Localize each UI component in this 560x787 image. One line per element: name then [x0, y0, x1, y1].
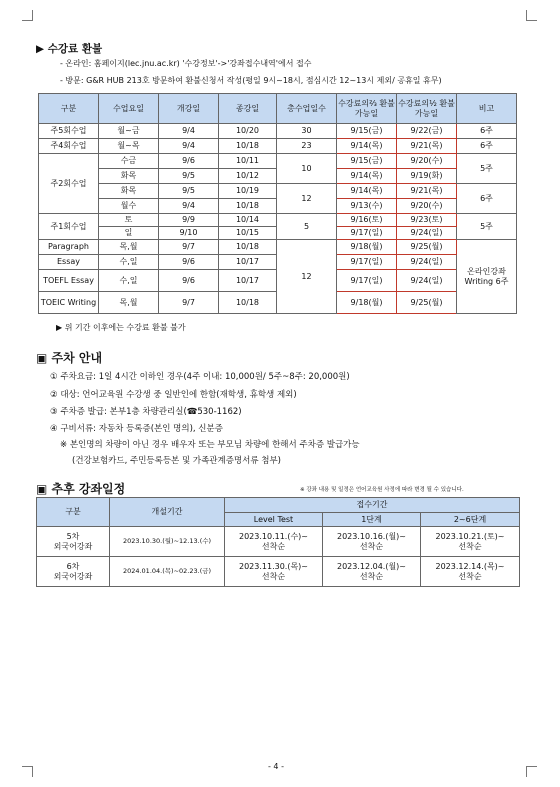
- cell-start: 9/9: [159, 214, 219, 227]
- header-note: 비고: [457, 94, 517, 124]
- cell-cat: 주5회수업: [39, 124, 99, 139]
- cell-note: 5주: [457, 214, 517, 240]
- cell-total: 5: [277, 214, 337, 240]
- cell-r12: 9/21(목): [397, 184, 457, 199]
- cell-cat: 주2회수업: [39, 154, 99, 214]
- cell-step1-sub: 선착순: [359, 541, 384, 551]
- cell-r12: 9/24(일): [397, 270, 457, 292]
- cell-cat-type: 외국어강좌: [53, 541, 93, 551]
- cell-r12: 9/21(목): [397, 139, 457, 154]
- cell-r23: 9/16(토): [337, 214, 397, 227]
- crop-mark-bottom-left: [22, 766, 33, 777]
- cell-cat: 주4회수업: [39, 139, 99, 154]
- cell-end: 10/11: [219, 154, 277, 169]
- cell-start: 9/4: [159, 139, 219, 154]
- cell-cat-round: 5차: [66, 532, 80, 542]
- header-level-test: Level Test: [225, 513, 323, 527]
- cell-end: 10/18: [219, 240, 277, 255]
- cell-step2: [421, 557, 520, 587]
- cell-total: 23: [277, 139, 337, 154]
- table-row: [37, 557, 520, 587]
- cell-note: 6주: [457, 184, 517, 214]
- cell-day: 수금: [99, 154, 159, 169]
- crop-mark-top-right: [526, 10, 537, 21]
- header-cat: 구분: [39, 94, 99, 124]
- cell-note: 6주: [457, 124, 517, 139]
- cell-r12: 9/24(일): [397, 255, 457, 270]
- cell-note: 6주: [457, 139, 517, 154]
- cell-period: 2023.10.30.(월)~12.13.(수): [110, 527, 225, 557]
- cell-r23: 9/15(금): [337, 124, 397, 139]
- cell-cat: TOEIC Writing: [39, 292, 99, 314]
- page-number: - 4 -: [268, 762, 284, 771]
- cell-end: 10/17: [219, 255, 277, 270]
- header-step1: 1단계: [323, 513, 421, 527]
- cell-step2-date: 2023.12.14.(목)~: [435, 562, 505, 572]
- header-apply: 접수기간: [225, 498, 520, 513]
- refund-title: ▶ 수강료 환불: [36, 43, 103, 55]
- cell-r12: 9/25(월): [397, 240, 457, 255]
- cell-note: 온라인강좌 Writing 6주: [457, 240, 517, 314]
- header-period: 개설기간: [110, 498, 225, 527]
- cell-start: 9/4: [159, 124, 219, 139]
- refund-table: [38, 93, 517, 314]
- schedule-title: ▣ 추후 강좌일정: [36, 482, 126, 496]
- schedule-note: ※ 강좌 내용 및 일정은 언어교육원 사정에 따라 변경 될 수 있습니다.: [300, 487, 464, 493]
- cell-start: 9/10: [159, 227, 219, 240]
- crop-mark-top-left: [22, 10, 33, 21]
- cell-r12: 9/20(수): [397, 154, 457, 169]
- cell-cat: 주1회수업: [39, 214, 99, 240]
- parking-item: ④ 구비서류: 자동차 등록증(본인 명의), 신분증: [50, 424, 223, 434]
- table-row: [39, 214, 517, 227]
- cell-r23: 9/14(목): [337, 169, 397, 184]
- header-step2: 2~6단계: [421, 513, 520, 527]
- cell-end: 10/12: [219, 169, 277, 184]
- cell-r12: 9/22(금): [397, 124, 457, 139]
- cell-total: 30: [277, 124, 337, 139]
- cell-level: [225, 557, 323, 587]
- cell-r23: 9/13(수): [337, 199, 397, 214]
- cell-r23: 9/15(금): [337, 154, 397, 169]
- cell-day: 수,일: [99, 255, 159, 270]
- cell-step1: [323, 557, 421, 587]
- cell-end: 10/20: [219, 124, 277, 139]
- cell-end: 10/18: [219, 199, 277, 214]
- cell-cat: [37, 527, 110, 557]
- cell-start: 9/6: [159, 270, 219, 292]
- cell-day: 목,월: [99, 292, 159, 314]
- cell-step1-sub: 선착순: [359, 571, 384, 581]
- schedule-header-row: [37, 498, 520, 513]
- cell-cat: TOEFL Essay: [39, 270, 99, 292]
- cell-step1-date: 2023.10.16.(월)~: [336, 532, 407, 542]
- cell-cat-type: 외국어강좌: [53, 571, 93, 581]
- cell-level-sub: 선착순: [261, 541, 286, 551]
- cell-r23: 9/18(월): [337, 240, 397, 255]
- cell-cat: Essay: [39, 255, 99, 270]
- cell-r23: 9/14(목): [337, 184, 397, 199]
- refund-header-row: [39, 94, 517, 124]
- cell-step2-sub: 선착순: [458, 541, 482, 551]
- cell-day: 화목: [99, 184, 159, 199]
- cell-day: 월수: [99, 199, 159, 214]
- cell-r12: 9/23(토): [397, 214, 457, 227]
- header-total: 총수업일수: [277, 94, 337, 124]
- cell-r12: 9/24(일): [397, 227, 457, 240]
- cell-start: 9/6: [159, 255, 219, 270]
- cell-r12: 9/19(화): [397, 169, 457, 184]
- cell-total: 12: [277, 240, 337, 314]
- cell-total: 12: [277, 184, 337, 214]
- parking-item: ② 대상: 언어교육원 수강생 중 일반인에 한함(재학생, 휴학생 제외): [50, 390, 297, 400]
- parking-title: ▣ 주차 안내: [36, 351, 103, 365]
- table-row: [39, 124, 517, 139]
- cell-r23: 9/14(목): [337, 139, 397, 154]
- cell-end: 10/15: [219, 227, 277, 240]
- parking-item: ① 주차요금: 1일 4시간 이하인 경우(4주 이내: 10,000원/ 5주~8주: 20,000원): [50, 372, 350, 382]
- cell-r12: 9/20(수): [397, 199, 457, 214]
- refund-footnote: ▶ 위 기간 이후에는 수강료 환불 불가: [56, 323, 186, 332]
- cell-cat: [37, 557, 110, 587]
- cell-level-sub: 선착순: [261, 571, 286, 581]
- crop-mark-bottom-right: [526, 766, 537, 777]
- cell-end: 10/14: [219, 214, 277, 227]
- cell-step2: [421, 527, 520, 557]
- cell-end: 10/19: [219, 184, 277, 199]
- cell-total: 10: [277, 154, 337, 184]
- refund-online: - 온라인: 홈페이지(lec.jnu.ac.kr) '수강정보'->'강좌접수내역'에서 접수: [60, 59, 312, 68]
- cell-r23: 9/17(일): [337, 227, 397, 240]
- cell-start: 9/7: [159, 292, 219, 314]
- cell-end: 10/17: [219, 270, 277, 292]
- cell-day: 토: [99, 214, 159, 227]
- cell-step1-date: 2023.12.04.(월)~: [336, 562, 407, 572]
- header-day: 수업요일: [99, 94, 159, 124]
- cell-period: 2024.01.04.(목)~02.23.(금): [110, 557, 225, 587]
- cell-level-date: 2023.11.30.(목)~: [238, 562, 309, 572]
- cell-day: 일: [99, 227, 159, 240]
- cell-end: 10/18: [219, 292, 277, 314]
- cell-r23: 9/17(일): [337, 270, 397, 292]
- parking-note-docs: (건강보험카드, 주민등록등본 및 가족관계증명서류 첨부): [72, 456, 281, 466]
- parking-item: ③ 주차증 발급: 본부1층 차량관리실(☎530-1162): [50, 407, 242, 417]
- cell-day: 월~목: [99, 139, 159, 154]
- table-row: [39, 154, 517, 169]
- cell-start: 9/5: [159, 184, 219, 199]
- cell-step1: [323, 527, 421, 557]
- table-row: [37, 527, 520, 557]
- table-row: [39, 184, 517, 199]
- cell-level-date: 2023.10.11.(수)~: [238, 532, 309, 542]
- table-row: [39, 139, 517, 154]
- cell-end: 10/18: [219, 139, 277, 154]
- cell-start: 9/4: [159, 199, 219, 214]
- cell-r12: 9/25(월): [397, 292, 457, 314]
- header-refund-two-thirds: 수강료의⅔ 환불가능일: [337, 94, 397, 124]
- header-refund-half: 수강료의½ 환불가능일: [397, 94, 457, 124]
- header-end: 종강일: [219, 94, 277, 124]
- header-cat: 구분: [37, 498, 110, 527]
- cell-start: 9/7: [159, 240, 219, 255]
- cell-cat-round: 6차: [66, 562, 80, 572]
- cell-day: 수,일: [99, 270, 159, 292]
- cell-r23: 9/17(일): [337, 255, 397, 270]
- cell-start: 9/6: [159, 154, 219, 169]
- refund-visit: - 방문: G&R HUB 213호 방문하여 환불신청서 작성(평일 9시~18시, 점심시간 12~13시 제외/ 공휴일 휴무): [60, 76, 442, 85]
- cell-cat: Paragraph: [39, 240, 99, 255]
- cell-day: 목,월: [99, 240, 159, 255]
- cell-level: [225, 527, 323, 557]
- schedule-table: [36, 497, 520, 587]
- table-row: [39, 240, 517, 255]
- cell-step2-date: 2023.10.21.(토)~: [435, 532, 505, 542]
- cell-note: 5주: [457, 154, 517, 184]
- cell-r23: 9/18(월): [337, 292, 397, 314]
- cell-day: 월~금: [99, 124, 159, 139]
- cell-step2-sub: 선착순: [458, 571, 482, 581]
- cell-start: 9/5: [159, 169, 219, 184]
- cell-day: 화목: [99, 169, 159, 184]
- parking-note: ※ 본인명의 차량이 아닌 경우 배우자 또는 부모님 차량에 한해서 주차증 발급가능: [60, 440, 360, 450]
- header-start: 개강일: [159, 94, 219, 124]
